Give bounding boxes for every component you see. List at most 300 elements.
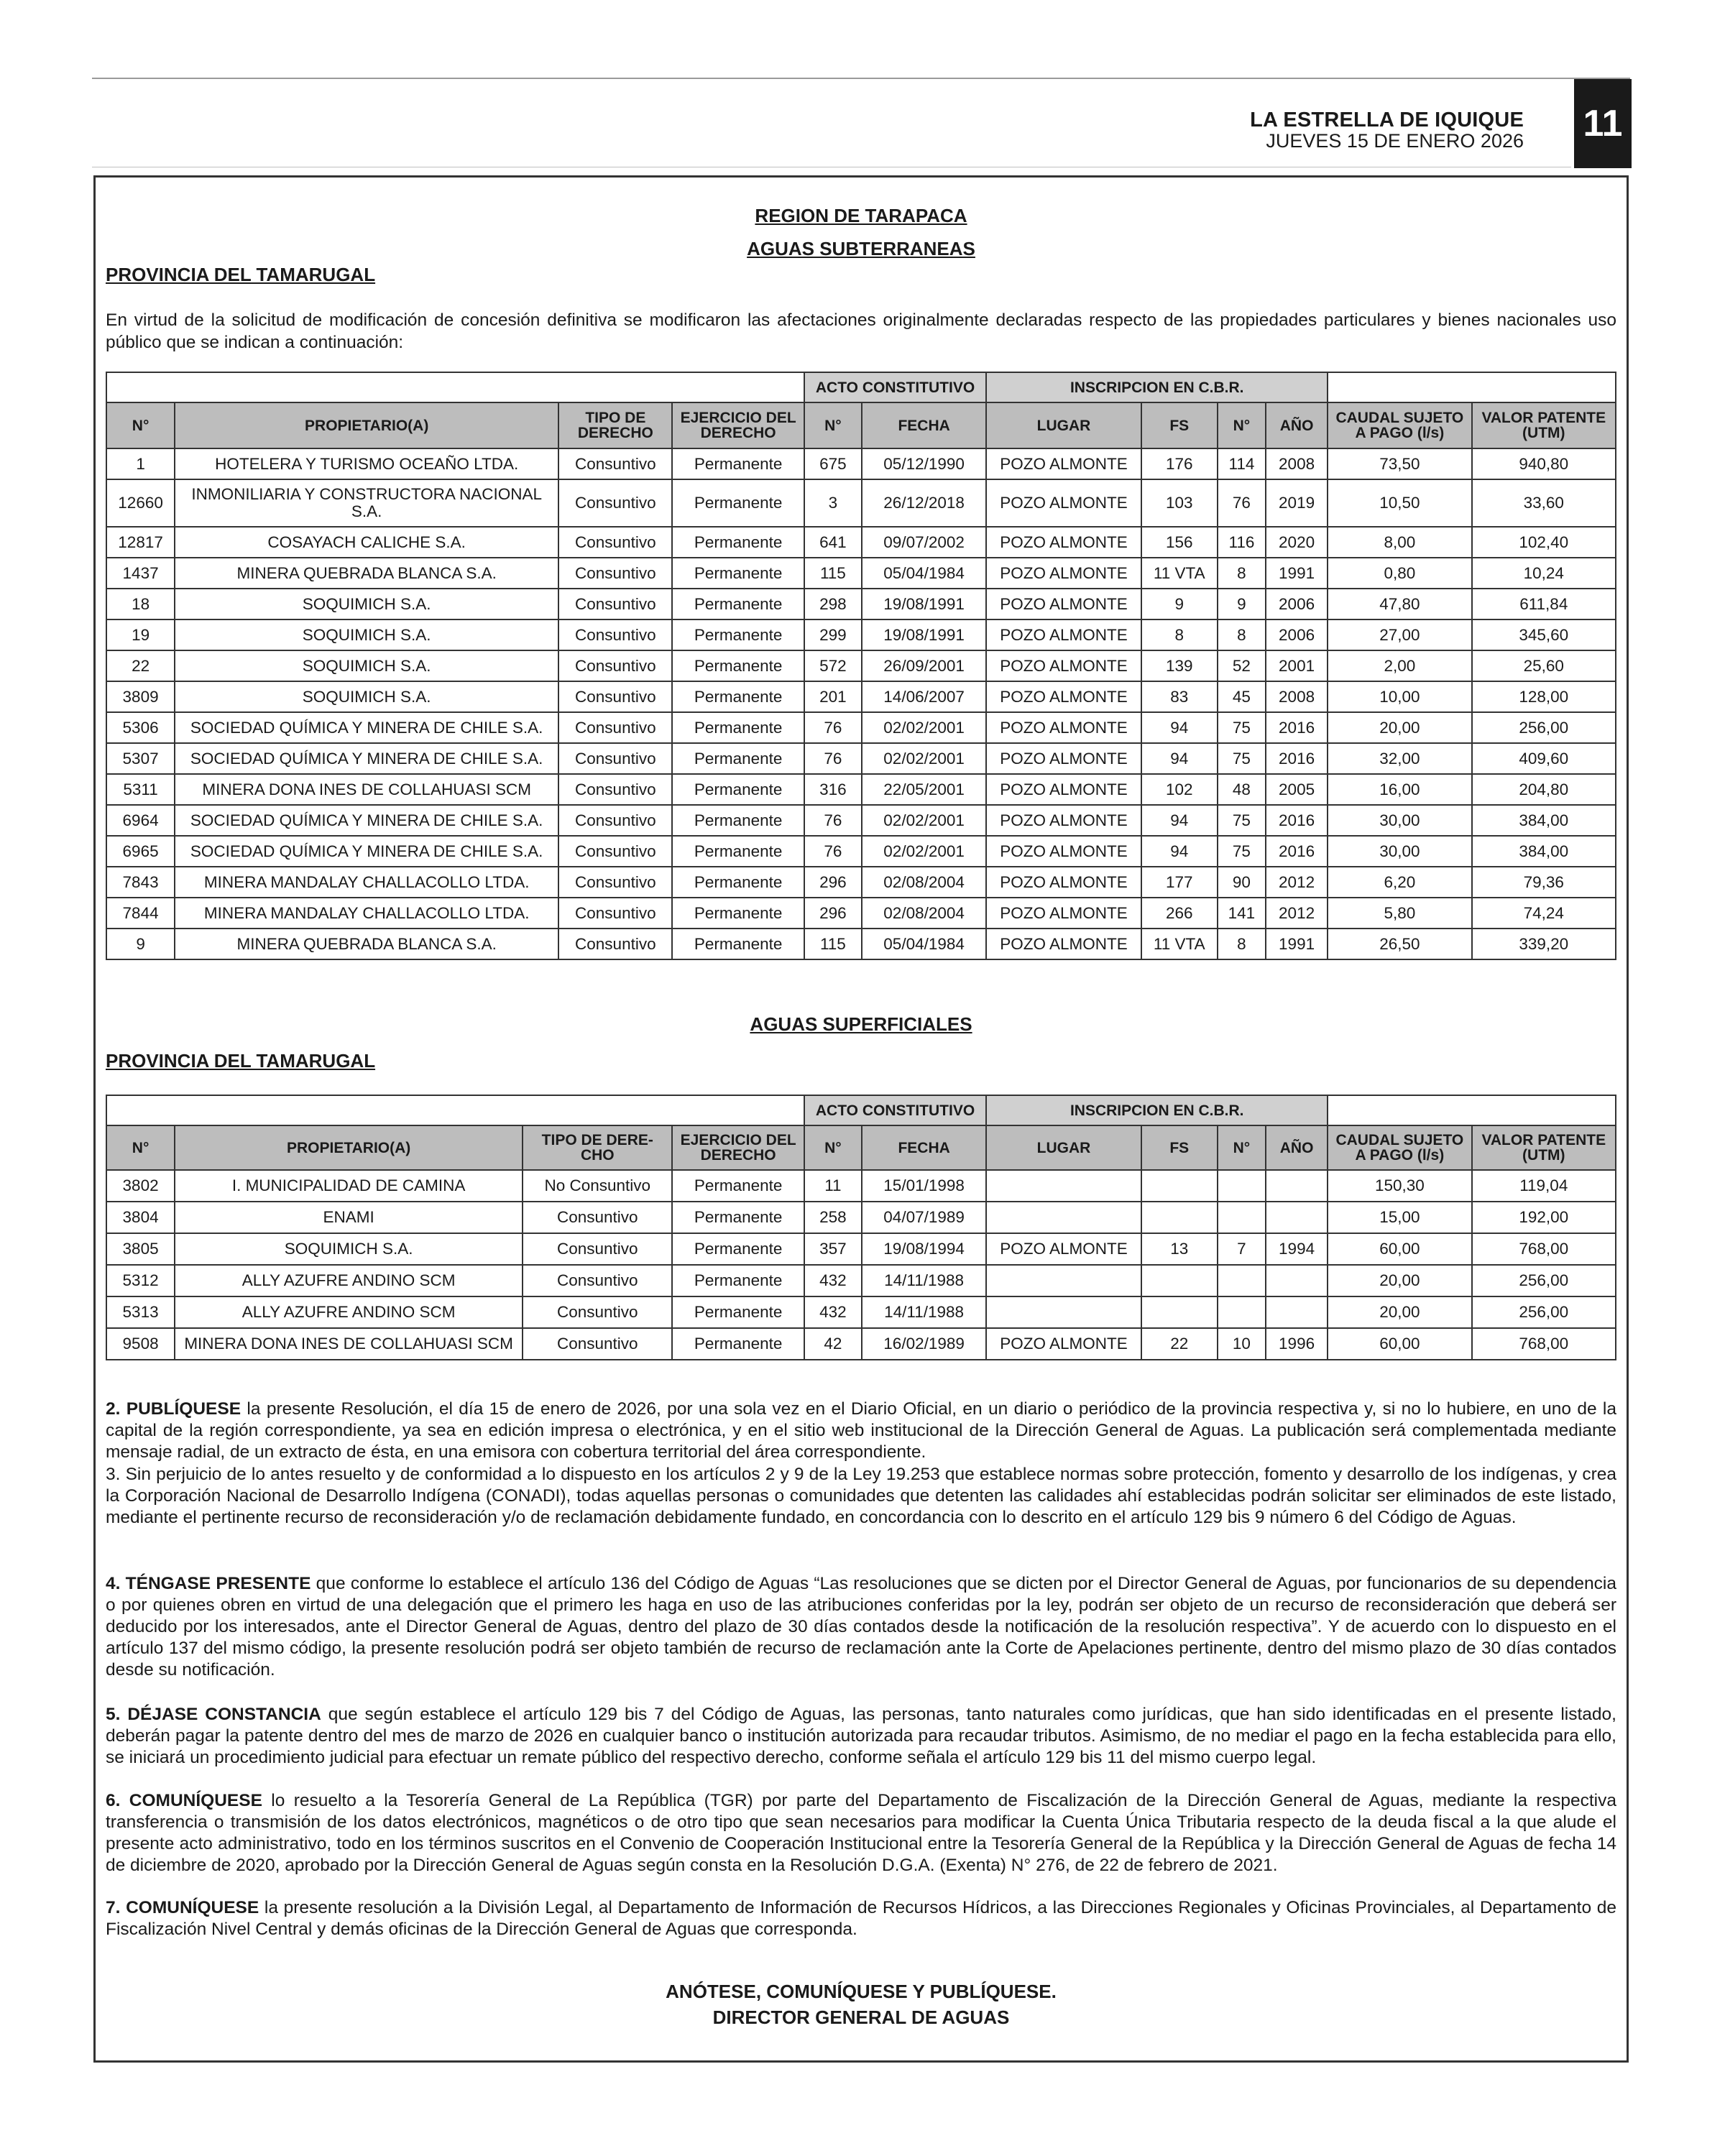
col-insc-n: N° bbox=[1218, 1125, 1266, 1170]
table-cell: 2016 bbox=[1266, 836, 1328, 867]
table-cell: 75 bbox=[1218, 743, 1266, 774]
table-cell: 20,00 bbox=[1328, 712, 1471, 743]
table-cell: 27,00 bbox=[1328, 619, 1471, 650]
table-cell: 2008 bbox=[1266, 681, 1328, 712]
table-cell: 7843 bbox=[106, 867, 175, 898]
paragraph-2-text: la presente Resolución, el día 15 de enero de 2026, por una sola vez en el Diario Oficial, en un diario o periódico de la provincia respectiva y, si no lo hubiere, en uno de la capital de la región correspondiente, ya sea en edición impresa o electrónica, y en el sitio web institucional de la Dirección General de Aguas. La publicación será complementada mediante mensaje radial, de un extracto de ésta, en una emisora con cobertura territorial del área correspondiente. bbox=[106, 1399, 1616, 1462]
paragraph-5 bbox=[106, 1704, 1616, 1769]
table-cell: Consuntivo bbox=[523, 1328, 672, 1360]
table-cell: ALLY AZUFRE ANDINO SCM bbox=[175, 1265, 523, 1296]
table-cell: 256,00 bbox=[1472, 1265, 1616, 1296]
table-cell: POZO ALMONTE bbox=[986, 619, 1141, 650]
table-cell: 02/02/2001 bbox=[862, 805, 986, 836]
table-cell: 8 bbox=[1218, 619, 1266, 650]
table-cell: 76 bbox=[1218, 479, 1266, 527]
table-cell: Permanente bbox=[672, 898, 804, 929]
table-cell: 5,80 bbox=[1328, 898, 1471, 929]
table-row bbox=[106, 836, 1616, 867]
table-cell: 6965 bbox=[106, 836, 175, 867]
table-cell: Consuntivo bbox=[558, 712, 672, 743]
table-cell: 11 bbox=[804, 1170, 862, 1202]
table-cell: 3 bbox=[804, 479, 862, 527]
table-cell: 1996 bbox=[1266, 1328, 1328, 1360]
table-cell: 204,80 bbox=[1472, 774, 1616, 805]
table-cell: POZO ALMONTE bbox=[986, 836, 1141, 867]
table-cell: 19/08/1994 bbox=[862, 1233, 986, 1265]
table-cell: 7844 bbox=[106, 898, 175, 929]
table-cell: 345,60 bbox=[1472, 619, 1616, 650]
table-cell: 15,00 bbox=[1328, 1202, 1471, 1233]
table-cell bbox=[1266, 1265, 1328, 1296]
table-cell: 2005 bbox=[1266, 774, 1328, 805]
table-cell: POZO ALMONTE bbox=[986, 448, 1141, 479]
col-n: N° bbox=[106, 1125, 175, 1170]
paragraph-3: 3. Sin perjuicio de lo antes resuelto y de conformidad a lo dispuesto en los artículos 2 y 9 de la Ley 19.253 que establece normas sobre protección, fomento y desarrollo de los indígenas, y crea la Corporación Nacional de Desarrollo Indígena (CONADI), todas aquellas personas o comunidades que detenten las calidades ahí establecidas podrán solicitar ser eliminados de este listado, mediante el pertinente recurso de reconsideración y/o de reclamación debidamente fundado, en concordancia con lo descrito en el artículo 129 bis 9 número 6 del Código de Aguas. bbox=[106, 1465, 1616, 1527]
table-cell: 79,36 bbox=[1472, 867, 1616, 898]
table-cell: 2016 bbox=[1266, 743, 1328, 774]
table-cell: SOQUIMICH S.A. bbox=[175, 650, 558, 681]
table-cell: 10,00 bbox=[1328, 681, 1471, 712]
table-cell: 298 bbox=[804, 589, 862, 619]
table-cell: 266 bbox=[1141, 898, 1218, 929]
col-ejercicio: EJERCICIO DEL DERECHO bbox=[672, 402, 804, 448]
table-cell: 8 bbox=[1141, 619, 1218, 650]
table-cell: 641 bbox=[804, 527, 862, 558]
col-fs: FS bbox=[1141, 1125, 1218, 1170]
table-cell: 02/02/2001 bbox=[862, 743, 986, 774]
table-cell: MINERA QUEBRADA BLANCA S.A. bbox=[175, 558, 558, 589]
table-cell: INMONILIARIA Y CONSTRUCTORA NACIONAL S.A. bbox=[175, 479, 558, 527]
table-cell: 22/05/2001 bbox=[862, 774, 986, 805]
table-cell: 47,80 bbox=[1328, 589, 1471, 619]
table-cell: 76 bbox=[804, 712, 862, 743]
table-cell: 26/09/2001 bbox=[862, 650, 986, 681]
closing-block bbox=[106, 1978, 1616, 2030]
table-cell: 296 bbox=[804, 867, 862, 898]
table-cell: 103 bbox=[1141, 479, 1218, 527]
table-cell: 74,24 bbox=[1472, 898, 1616, 929]
col-lugar: LUGAR bbox=[986, 402, 1141, 448]
table-cell: Permanente bbox=[672, 712, 804, 743]
table-cell: Permanente bbox=[672, 527, 804, 558]
table-cell: 2019 bbox=[1266, 479, 1328, 527]
table-cell: 94 bbox=[1141, 805, 1218, 836]
closing-line-1: ANÓTESE, COMUNÍQUESE Y PUBLÍQUESE. bbox=[666, 1981, 1057, 2002]
table-cell bbox=[1141, 1170, 1218, 1202]
table-cell: 2001 bbox=[1266, 650, 1328, 681]
table-cell bbox=[1141, 1296, 1218, 1328]
top-rule bbox=[92, 78, 1630, 79]
table-cell: Consuntivo bbox=[523, 1265, 672, 1296]
table-row bbox=[106, 1328, 1616, 1360]
table-cell: MINERA MANDALAY CHALLACOLLO LTDA. bbox=[175, 898, 558, 929]
table-cell: 258 bbox=[804, 1202, 862, 1233]
surfacewater-table bbox=[106, 1095, 1616, 1360]
table-cell: 02/02/2001 bbox=[862, 836, 986, 867]
table-cell: 357 bbox=[804, 1233, 862, 1265]
table-cell: 9 bbox=[106, 929, 175, 959]
table-cell: 8,00 bbox=[1328, 527, 1471, 558]
table-cell: 60,00 bbox=[1328, 1233, 1471, 1265]
acto-constitutivo-header: ACTO CONSTITUTIVO bbox=[804, 372, 986, 402]
table-row bbox=[106, 898, 1616, 929]
table-cell: 141 bbox=[1218, 898, 1266, 929]
table-cell: 5306 bbox=[106, 712, 175, 743]
table-cell: 02/08/2004 bbox=[862, 867, 986, 898]
table-cell: 12817 bbox=[106, 527, 175, 558]
table-cell: 115 bbox=[804, 558, 862, 589]
table-cell: 156 bbox=[1141, 527, 1218, 558]
table-row bbox=[106, 558, 1616, 589]
table-cell: POZO ALMONTE bbox=[986, 898, 1141, 929]
table-cell: 768,00 bbox=[1472, 1328, 1616, 1360]
table-cell: Consuntivo bbox=[558, 743, 672, 774]
table-cell: 9 bbox=[1218, 589, 1266, 619]
table-cell: ALLY AZUFRE ANDINO SCM bbox=[175, 1296, 523, 1328]
paragraph-4-text: que conforme lo establece el artículo 136 del Código de Aguas “Las resoluciones que se dicten por el Director General de Aguas, por funcionarios de su dependencia o por quienes obren en virtud de una delegación que el primero les haga en uso de las atribuciones conferidas por la ley, podrán ser objeto de un recurso de reconsideración que deberá ser deducido por los interesados, ante el Director General de Aguas, dentro del plazo de 30 días contados desde la notificación de la resolución respectiva”. Y de acuerdo con lo dispuesto en el artículo 137 del mismo código, la presente resolución podrá ser objeto también de recurso de reclamación ante la Corte de Apelaciones pertinente, dentro del mismo plazo de 30 días contados desde su notificación. bbox=[106, 1574, 1616, 1680]
table-cell: 11 VTA bbox=[1141, 929, 1218, 959]
table-cell: Permanente bbox=[672, 1265, 804, 1296]
col-anio: AÑO bbox=[1266, 1125, 1328, 1170]
table-cell: SOCIEDAD QUÍMICA Y MINERA DE CHILE S.A. bbox=[175, 836, 558, 867]
table-cell: Consuntivo bbox=[558, 619, 672, 650]
table-cell: POZO ALMONTE bbox=[986, 805, 1141, 836]
table-cell: COSAYACH CALICHE S.A. bbox=[175, 527, 558, 558]
table-cell: Permanente bbox=[672, 1233, 804, 1265]
table-cell: 384,00 bbox=[1472, 805, 1616, 836]
table-cell bbox=[1266, 1202, 1328, 1233]
table-cell: 2006 bbox=[1266, 589, 1328, 619]
table-cell: Permanente bbox=[672, 743, 804, 774]
table-cell: 2016 bbox=[1266, 712, 1328, 743]
table-cell: Consuntivo bbox=[558, 650, 672, 681]
table-cell: 10 bbox=[1218, 1328, 1266, 1360]
table-cell: Consuntivo bbox=[558, 681, 672, 712]
col-acto-n: N° bbox=[804, 402, 862, 448]
table-row bbox=[106, 527, 1616, 558]
col-caudal: CAUDAL SUJETO A PAGO (l/s) bbox=[1328, 402, 1471, 448]
table-cell: Permanente bbox=[672, 558, 804, 589]
table-cell: POZO ALMONTE bbox=[986, 589, 1141, 619]
table-cell: 10,24 bbox=[1472, 558, 1616, 589]
table-cell: 1994 bbox=[1266, 1233, 1328, 1265]
table-cell: Permanente bbox=[672, 448, 804, 479]
table-cell: 02/08/2004 bbox=[862, 898, 986, 929]
table-cell: 14/11/1988 bbox=[862, 1265, 986, 1296]
closing-signature: DIRECTOR GENERAL DE AGUAS bbox=[712, 2007, 1010, 2028]
table-cell: 5307 bbox=[106, 743, 175, 774]
section2-province: PROVINCIA DEL TAMARUGAL bbox=[106, 1050, 376, 1072]
table-cell: 1991 bbox=[1266, 929, 1328, 959]
table-row bbox=[106, 1265, 1616, 1296]
table-cell: Consuntivo bbox=[558, 479, 672, 527]
table-cell: 14/11/1988 bbox=[862, 1296, 986, 1328]
table-cell: Consuntivo bbox=[558, 929, 672, 959]
table-cell: 32,00 bbox=[1328, 743, 1471, 774]
table-cell bbox=[1218, 1296, 1266, 1328]
table-cell: 119,04 bbox=[1472, 1170, 1616, 1202]
section2-title: AGUAS SUPERFICIALES bbox=[750, 1013, 972, 1035]
table-cell: Consuntivo bbox=[523, 1202, 672, 1233]
table-cell: 296 bbox=[804, 898, 862, 929]
groundwater-table bbox=[106, 372, 1616, 960]
table-cell: 14/06/2007 bbox=[862, 681, 986, 712]
section1-province: PROVINCIA DEL TAMARUGAL bbox=[106, 264, 376, 285]
table-cell: POZO ALMONTE bbox=[986, 743, 1141, 774]
header-spacer bbox=[1328, 1095, 1616, 1125]
table-cell: 339,20 bbox=[1472, 929, 1616, 959]
page-number: 11 bbox=[1574, 79, 1632, 168]
table-cell: Permanente bbox=[672, 805, 804, 836]
table-cell: 76 bbox=[804, 743, 862, 774]
table-cell: 83 bbox=[1141, 681, 1218, 712]
table-cell: Permanente bbox=[672, 836, 804, 867]
acto-constitutivo-header: ACTO CONSTITUTIVO bbox=[804, 1095, 986, 1125]
table-cell: 11 VTA bbox=[1141, 558, 1218, 589]
table-cell: Consuntivo bbox=[558, 589, 672, 619]
paragraph-6 bbox=[106, 1790, 1616, 1876]
table-cell: 102,40 bbox=[1472, 527, 1616, 558]
paragraph-2-lead: 2. PUBLÍQUESE bbox=[106, 1399, 242, 1419]
table-cell: 5312 bbox=[106, 1265, 175, 1296]
table-cell: 18 bbox=[106, 589, 175, 619]
table-cell: 22 bbox=[106, 650, 175, 681]
table-cell: 26,50 bbox=[1328, 929, 1471, 959]
table-cell: POZO ALMONTE bbox=[986, 681, 1141, 712]
table-cell: Consuntivo bbox=[558, 774, 672, 805]
table-cell: POZO ALMONTE bbox=[986, 867, 1141, 898]
table-cell: 3804 bbox=[106, 1202, 175, 1233]
table-row bbox=[106, 1170, 1616, 1202]
table-cell: 76 bbox=[804, 805, 862, 836]
table-cell: 42 bbox=[804, 1328, 862, 1360]
table-cell: 0,80 bbox=[1328, 558, 1471, 589]
inscripcion-header: INSCRIPCION EN C.B.R. bbox=[986, 372, 1328, 402]
groundwater-table-container bbox=[106, 372, 1616, 960]
table-cell: 94 bbox=[1141, 836, 1218, 867]
table-cell: SOCIEDAD QUÍMICA Y MINERA DE CHILE S.A. bbox=[175, 743, 558, 774]
table-cell: 30,00 bbox=[1328, 805, 1471, 836]
table-cell: Permanente bbox=[672, 650, 804, 681]
table-row bbox=[106, 805, 1616, 836]
table-cell: 128,00 bbox=[1472, 681, 1616, 712]
table-cell bbox=[1141, 1202, 1218, 1233]
table-row bbox=[106, 650, 1616, 681]
table-cell: 05/04/1984 bbox=[862, 558, 986, 589]
table-cell: 2006 bbox=[1266, 619, 1328, 650]
issue-date: JUEVES 15 DE ENERO 2026 bbox=[1266, 130, 1524, 152]
table-cell: 115 bbox=[804, 929, 862, 959]
table-cell: Consuntivo bbox=[558, 558, 672, 589]
table-cell: 768,00 bbox=[1472, 1233, 1616, 1265]
table-cell: 09/07/2002 bbox=[862, 527, 986, 558]
table-cell: 48 bbox=[1218, 774, 1266, 805]
table-cell: 1437 bbox=[106, 558, 175, 589]
col-fecha: FECHA bbox=[862, 402, 986, 448]
table-cell: 256,00 bbox=[1472, 712, 1616, 743]
table-cell: Consuntivo bbox=[523, 1233, 672, 1265]
table-cell: 8 bbox=[1218, 929, 1266, 959]
table-cell bbox=[1266, 1296, 1328, 1328]
table-cell: 1 bbox=[106, 448, 175, 479]
table-cell: SOQUIMICH S.A. bbox=[175, 681, 558, 712]
table-cell: Permanente bbox=[672, 589, 804, 619]
col-fecha: FECHA bbox=[862, 1125, 986, 1170]
col-fs: FS bbox=[1141, 402, 1218, 448]
col-valor: VALOR PATENTE (UTM) bbox=[1472, 402, 1616, 448]
table-cell: 5311 bbox=[106, 774, 175, 805]
surfacewater-table-container bbox=[106, 1095, 1616, 1360]
table-cell: 16/02/1989 bbox=[862, 1328, 986, 1360]
table-cell: 90 bbox=[1218, 867, 1266, 898]
table-cell: POZO ALMONTE bbox=[986, 650, 1141, 681]
table-cell: 6964 bbox=[106, 805, 175, 836]
table-cell: 299 bbox=[804, 619, 862, 650]
table-cell: 3809 bbox=[106, 681, 175, 712]
table-cell: Permanente bbox=[672, 867, 804, 898]
table-cell: 60,00 bbox=[1328, 1328, 1471, 1360]
table-cell: 26/12/2018 bbox=[862, 479, 986, 527]
table-cell: ENAMI bbox=[175, 1202, 523, 1233]
table-cell: 114 bbox=[1218, 448, 1266, 479]
table-cell: 2,00 bbox=[1328, 650, 1471, 681]
col-caudal: CAUDAL SUJETO A PAGO (l/s) bbox=[1328, 1125, 1471, 1170]
table-cell: 6,20 bbox=[1328, 867, 1471, 898]
newspaper-name: LA ESTRELLA DE IQUIQUE bbox=[1250, 109, 1524, 132]
table-cell: MINERA QUEBRADA BLANCA S.A. bbox=[175, 929, 558, 959]
groundwater-table-body bbox=[106, 448, 1616, 959]
table-cell: 52 bbox=[1218, 650, 1266, 681]
table-cell: Consuntivo bbox=[558, 805, 672, 836]
table-cell: 7 bbox=[1218, 1233, 1266, 1265]
header-spacer bbox=[106, 1095, 804, 1125]
table-cell: POZO ALMONTE bbox=[986, 527, 1141, 558]
header-spacer bbox=[1328, 372, 1616, 402]
table-cell: 30,00 bbox=[1328, 836, 1471, 867]
table-cell: POZO ALMONTE bbox=[986, 774, 1141, 805]
table-cell: 75 bbox=[1218, 712, 1266, 743]
table-cell: Consuntivo bbox=[558, 448, 672, 479]
table-cell: POZO ALMONTE bbox=[986, 1328, 1141, 1360]
table-row bbox=[106, 712, 1616, 743]
table-cell: 76 bbox=[804, 836, 862, 867]
section1-intro: En virtud de la solicitud de modificación de concesión definitiva se modificaron las afectaciones originalmente declaradas respecto de las propiedades particulares y bienes nacionales uso público que se indican a continuación: bbox=[106, 310, 1616, 352]
table-cell: Permanente bbox=[672, 1328, 804, 1360]
table-cell: MINERA DONA INES DE COLLAHUASI SCM bbox=[175, 1328, 523, 1360]
table-cell: 139 bbox=[1141, 650, 1218, 681]
table-cell: Consuntivo bbox=[558, 867, 672, 898]
table-cell: 150,30 bbox=[1328, 1170, 1471, 1202]
table-cell: POZO ALMONTE bbox=[986, 712, 1141, 743]
table-cell: 19/08/1991 bbox=[862, 589, 986, 619]
table-cell: POZO ALMONTE bbox=[986, 929, 1141, 959]
table-cell: Consuntivo bbox=[523, 1296, 672, 1328]
paragraph-7 bbox=[106, 1897, 1616, 1940]
table-cell: 33,60 bbox=[1472, 479, 1616, 527]
table-cell: 675 bbox=[804, 448, 862, 479]
notice-frame bbox=[93, 175, 1629, 2063]
table-cell: 20,00 bbox=[1328, 1265, 1471, 1296]
table-cell: 5313 bbox=[106, 1296, 175, 1328]
table-cell: 94 bbox=[1141, 712, 1218, 743]
table-cell: 22 bbox=[1141, 1328, 1218, 1360]
paragraph-7-lead: 7. COMUNÍQUESE bbox=[106, 1898, 259, 1917]
table-cell: Consuntivo bbox=[558, 527, 672, 558]
table-cell: Permanente bbox=[672, 479, 804, 527]
table-cell: I. MUNICIPALIDAD DE CAMINA bbox=[175, 1170, 523, 1202]
paragraph-4-lead: 4. TÉNGASE PRESENTE bbox=[106, 1574, 311, 1593]
col-lugar: LUGAR bbox=[986, 1125, 1141, 1170]
table-cell: 2012 bbox=[1266, 898, 1328, 929]
table-row bbox=[106, 448, 1616, 479]
table-cell: POZO ALMONTE bbox=[986, 479, 1141, 527]
table-cell: 12660 bbox=[106, 479, 175, 527]
table-cell bbox=[986, 1202, 1141, 1233]
table-cell: Permanente bbox=[672, 1296, 804, 1328]
col-propietario: PROPIETARIO(A) bbox=[175, 402, 558, 448]
table-row bbox=[106, 619, 1616, 650]
table-cell: Consuntivo bbox=[558, 898, 672, 929]
table-cell: 75 bbox=[1218, 805, 1266, 836]
table-cell: 9508 bbox=[106, 1328, 175, 1360]
table-cell: Consuntivo bbox=[558, 836, 672, 867]
table-row bbox=[106, 1202, 1616, 1233]
table-cell: 04/07/1989 bbox=[862, 1202, 986, 1233]
table-cell: No Consuntivo bbox=[523, 1170, 672, 1202]
table-cell bbox=[986, 1265, 1141, 1296]
table-cell bbox=[986, 1296, 1141, 1328]
col-tipo: TIPO DE DERECHO bbox=[558, 402, 672, 448]
table-cell: 2016 bbox=[1266, 805, 1328, 836]
inscripcion-header: INSCRIPCION EN C.B.R. bbox=[986, 1095, 1328, 1125]
table-cell: 05/12/1990 bbox=[862, 448, 986, 479]
table-cell: 432 bbox=[804, 1296, 862, 1328]
table-row bbox=[106, 681, 1616, 712]
table-cell: 940,80 bbox=[1472, 448, 1616, 479]
table-row bbox=[106, 774, 1616, 805]
table-cell bbox=[986, 1170, 1141, 1202]
table-cell: 45 bbox=[1218, 681, 1266, 712]
table-cell: Permanente bbox=[672, 681, 804, 712]
table-cell: 192,00 bbox=[1472, 1202, 1616, 1233]
table-cell: 25,60 bbox=[1472, 650, 1616, 681]
table-cell: 611,84 bbox=[1472, 589, 1616, 619]
table-cell: 75 bbox=[1218, 836, 1266, 867]
table-cell: 2008 bbox=[1266, 448, 1328, 479]
table-cell: 1991 bbox=[1266, 558, 1328, 589]
table-cell: 2020 bbox=[1266, 527, 1328, 558]
col-anio: AÑO bbox=[1266, 402, 1328, 448]
table-cell: POZO ALMONTE bbox=[986, 1233, 1141, 1265]
table-cell: 13 bbox=[1141, 1233, 1218, 1265]
region-title: REGION DE TARAPACA bbox=[755, 205, 967, 226]
table-row bbox=[106, 479, 1616, 527]
masthead bbox=[1250, 109, 1524, 151]
table-cell bbox=[1218, 1170, 1266, 1202]
table-row bbox=[106, 743, 1616, 774]
col-valor: VALOR PATENTE (UTM) bbox=[1472, 1125, 1616, 1170]
col-ejercicio: EJERCICIO DEL DERECHO bbox=[672, 1125, 804, 1170]
paragraph-6-lead: 6. COMUNÍQUESE bbox=[106, 1791, 262, 1810]
table-cell: 05/04/1984 bbox=[862, 929, 986, 959]
table-cell: SOCIEDAD QUÍMICA Y MINERA DE CHILE S.A. bbox=[175, 805, 558, 836]
table-cell: HOTELERA Y TURISMO OCEAÑO LTDA. bbox=[175, 448, 558, 479]
paragraph-7-text: la presente resolución a la División Legal, al Departamento de Información de Recursos Hídricos, a las Direcciones Regionales y Oficinas Provinciales, al Departamento de Fiscalización Nivel Central y demás oficinas de la Dirección General de Aguas que corresponda. bbox=[106, 1898, 1616, 1939]
table-row bbox=[106, 1296, 1616, 1328]
table-cell: Permanente bbox=[672, 619, 804, 650]
table-cell: 256,00 bbox=[1472, 1296, 1616, 1328]
table-cell: 16,00 bbox=[1328, 774, 1471, 805]
